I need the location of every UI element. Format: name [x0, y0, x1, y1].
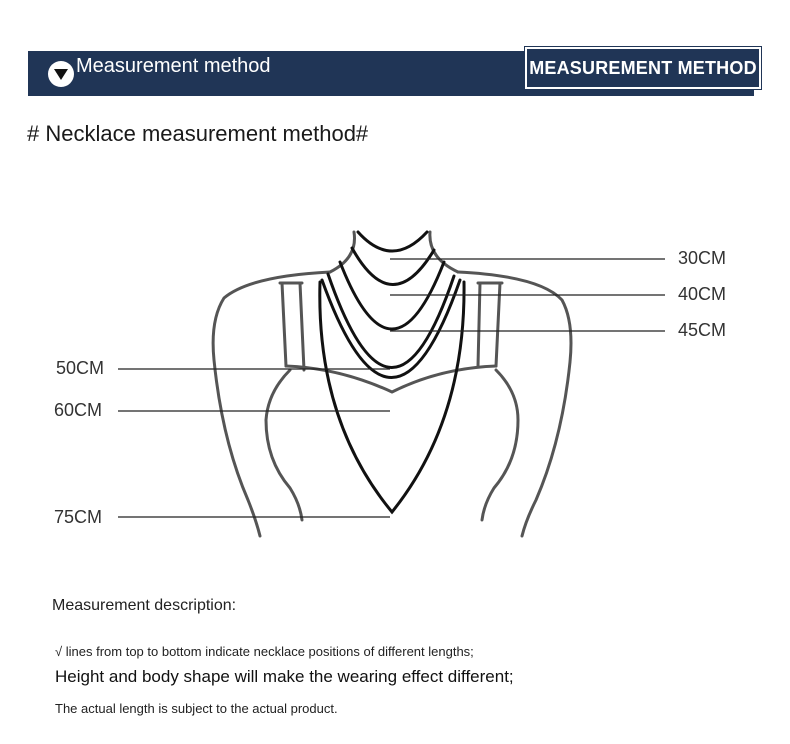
banner-title: Measurement method — [76, 55, 271, 77]
description-line-3: The actual length is subject to the actual product. — [55, 701, 338, 716]
description-line-1: √ lines from top to bottom indicate necklace positions of different lengths; — [55, 644, 474, 659]
label-45cm: 45CM — [678, 320, 727, 340]
necklace-30 — [358, 232, 427, 251]
torso-outline — [213, 232, 571, 536]
description-line-2: Height and body shape will make the wearing effect different; — [55, 667, 514, 686]
necklace-40 — [352, 248, 434, 285]
label-30cm: 30CM — [678, 248, 727, 268]
banner-tag: MEASUREMENT METHOD — [525, 47, 761, 89]
description-title: Measurement description: — [52, 597, 237, 614]
necklace-50 — [328, 274, 454, 368]
label-40cm: 40CM — [678, 284, 727, 304]
leader-lines — [118, 259, 665, 517]
page-title: # Necklace measurement method# — [27, 121, 369, 146]
label-50cm: 50CM — [56, 358, 105, 378]
label-75cm: 75CM — [54, 507, 103, 527]
necklace-75 — [320, 282, 464, 512]
label-60cm: 60CM — [54, 400, 103, 420]
